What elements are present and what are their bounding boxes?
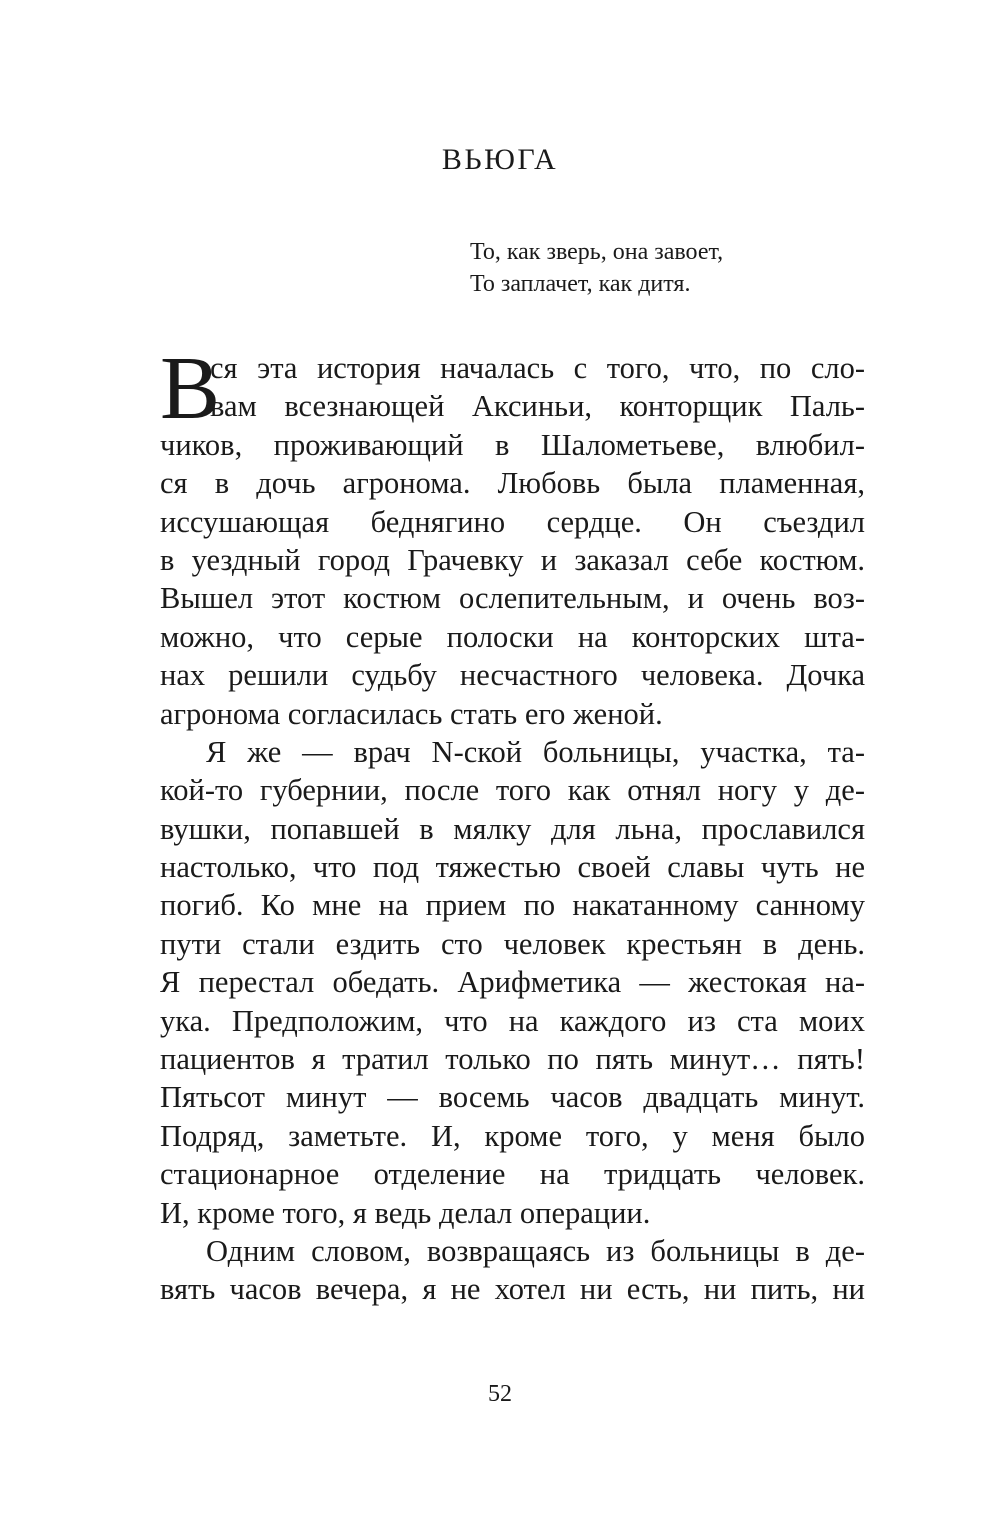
text-line: ся в дочь агронома. Любовь была пламенная, — [160, 466, 865, 501]
drop-cap: В — [160, 339, 221, 438]
epigraph-line: То, как зверь, она завоет, — [470, 239, 724, 265]
chapter-title: ВЬЮГА — [441, 143, 559, 176]
text-line: агронома согласилась стать его женой. — [160, 696, 663, 731]
text-line: Подряд, заметьте. И, кроме того, у меня было — [160, 1118, 865, 1153]
text-line: вушки, попавшей в мялку для льна, прославился — [160, 811, 865, 846]
text-line: погиб. Ко мне на прием по накатанному санному — [160, 888, 865, 923]
text-line: ука. Предположим, что на каждого из ста моих — [160, 1003, 865, 1038]
text-line: можно, что серые полоски на конторских шта- — [160, 619, 865, 654]
text-line: Вышел этот костюм ослепительным, и очень воз- — [160, 581, 865, 616]
text-line: Одним словом, возвращаясь из больницы в де- — [206, 1233, 865, 1268]
text-line: Я же — врач N-ской больницы, участка, та- — [206, 734, 865, 769]
text-line: вам всезнающей Аксиньи, конторщик Паль- — [210, 389, 865, 424]
text-line: Пятьсот минут — восемь часов двадцать минут. — [160, 1080, 865, 1115]
page-number: 52 — [488, 1381, 512, 1407]
epigraph-line: То заплачет, как дитя. — [470, 271, 691, 297]
text-line: настолько, что под тяжестью своей славы чуть не — [160, 850, 865, 885]
text-line: пациентов я тратил только по пять минут… пять! — [160, 1042, 865, 1077]
epigraph — [470, 236, 870, 300]
text-line: иссушающая беднягино сердце. Он съездил — [160, 504, 865, 539]
text-line: нах решили судьбу несчастного человека. Дочка — [160, 658, 865, 693]
text-line: вять часов вечера, я не хотел ни есть, ни пить, ни — [160, 1272, 865, 1307]
text-line: ся эта история началась с того, что, по сло- — [210, 351, 865, 385]
text-line: пути стали ездить сто человек крестьян в день. — [160, 926, 865, 961]
body-text — [160, 339, 865, 1309]
text-line: кой-то губернии, после того как отнял ногу у де- — [160, 773, 865, 808]
text-line: Я перестал обедать. Арифметика — жестокая на- — [160, 965, 865, 1000]
text-line: стационарное отделение на тридцать человек. — [160, 1157, 865, 1192]
text-line: чиков, проживающий в Шалометьеве, влюбил- — [160, 427, 865, 462]
text-line: И, кроме того, я ведь делал операции. — [160, 1195, 651, 1230]
text-line: в уездный город Грачевку и заказал себе костюм. — [160, 542, 865, 577]
